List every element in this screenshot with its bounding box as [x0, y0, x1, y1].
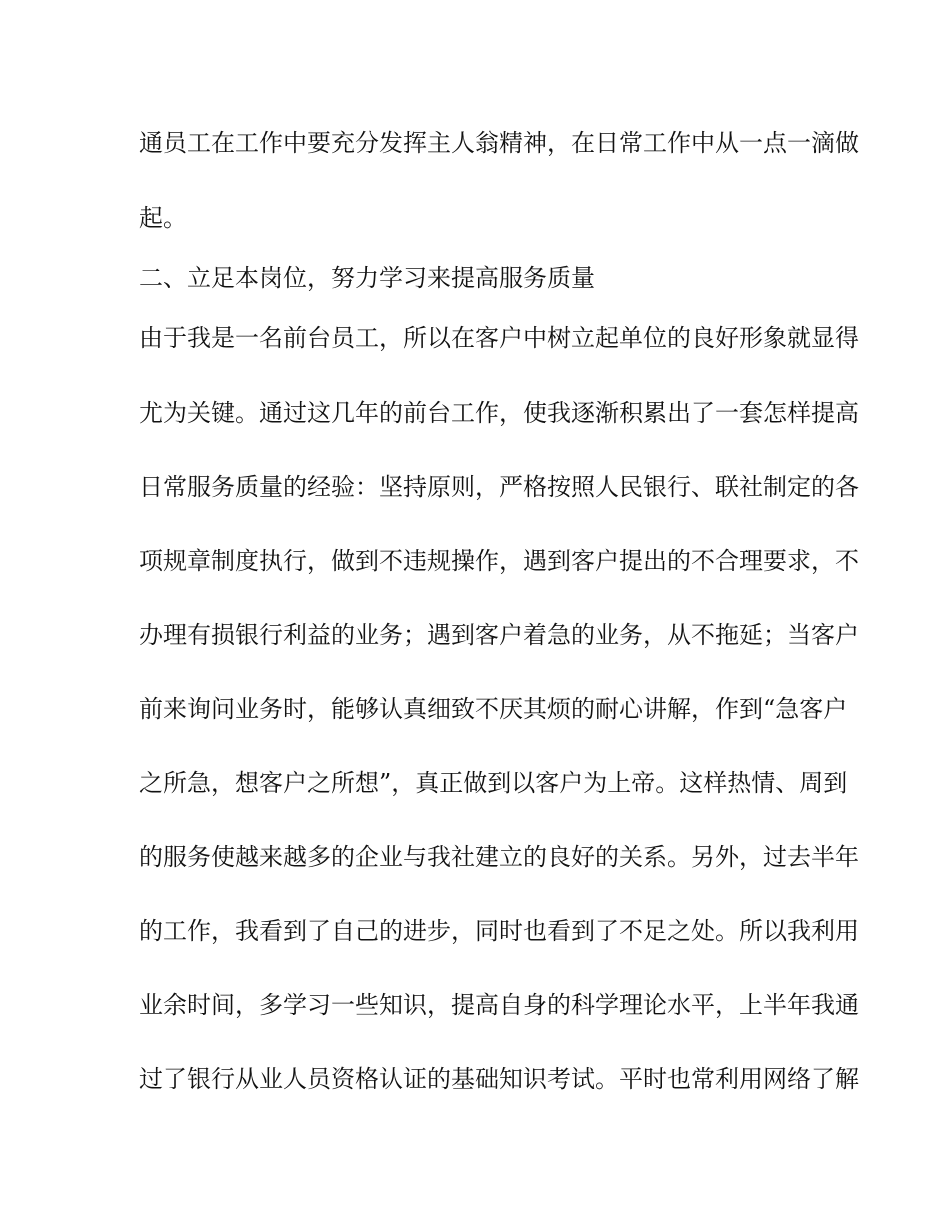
paragraph-line-8: 前来询问业务时，能够认真细致不厌其烦的耐心讲解，作到“急客户 — [139, 695, 848, 723]
paragraph-line-10: 的服务使越来越多的企业与我社建立的良好的关系。另外，过去半年 — [139, 843, 859, 871]
paragraph-line-2: 起。 — [139, 204, 187, 232]
paragraph-line-4: 尤为关键。通过这几年的前台工作，使我逐渐积累出了一套怎样提高 — [139, 399, 859, 427]
paragraph-line-9: 之所急，想客户之所想”，真正做到以客户为上帝。这样热情、周到 — [139, 769, 848, 797]
paragraph-line-1: 通员工在工作中要充分发挥主人翁精神，在日常工作中从一点一滴做 — [139, 129, 859, 157]
paragraph-line-13: 过了银行从业人员资格认证的基础知识考试。平时也常利用网络了解 — [139, 1065, 859, 1093]
paragraph-line-6: 项规章制度执行，做到不违规操作，遇到客户提出的不合理要求，不 — [139, 547, 859, 575]
paragraph-line-7: 办理有损银行利益的业务；遇到客户着急的业务，从不拖延；当客户 — [139, 621, 859, 649]
paragraph-line-11: 的工作，我看到了自己的进步，同时也看到了不足之处。所以我利用 — [139, 917, 859, 945]
paragraph-line-3: 由于我是一名前台员工，所以在客户中树立起单位的良好形象就显得 — [139, 324, 859, 352]
paragraph-line-12: 业余时间，多学习一些知识，提高自身的科学理论水平，上半年我通 — [139, 991, 859, 1019]
section-heading: 二、立足本岗位，努力学习来提高服务质量 — [139, 264, 595, 292]
paragraph-line-5: 日常服务质量的经验：坚持原则，严格按照人民银行、联社制定的各 — [139, 473, 859, 501]
